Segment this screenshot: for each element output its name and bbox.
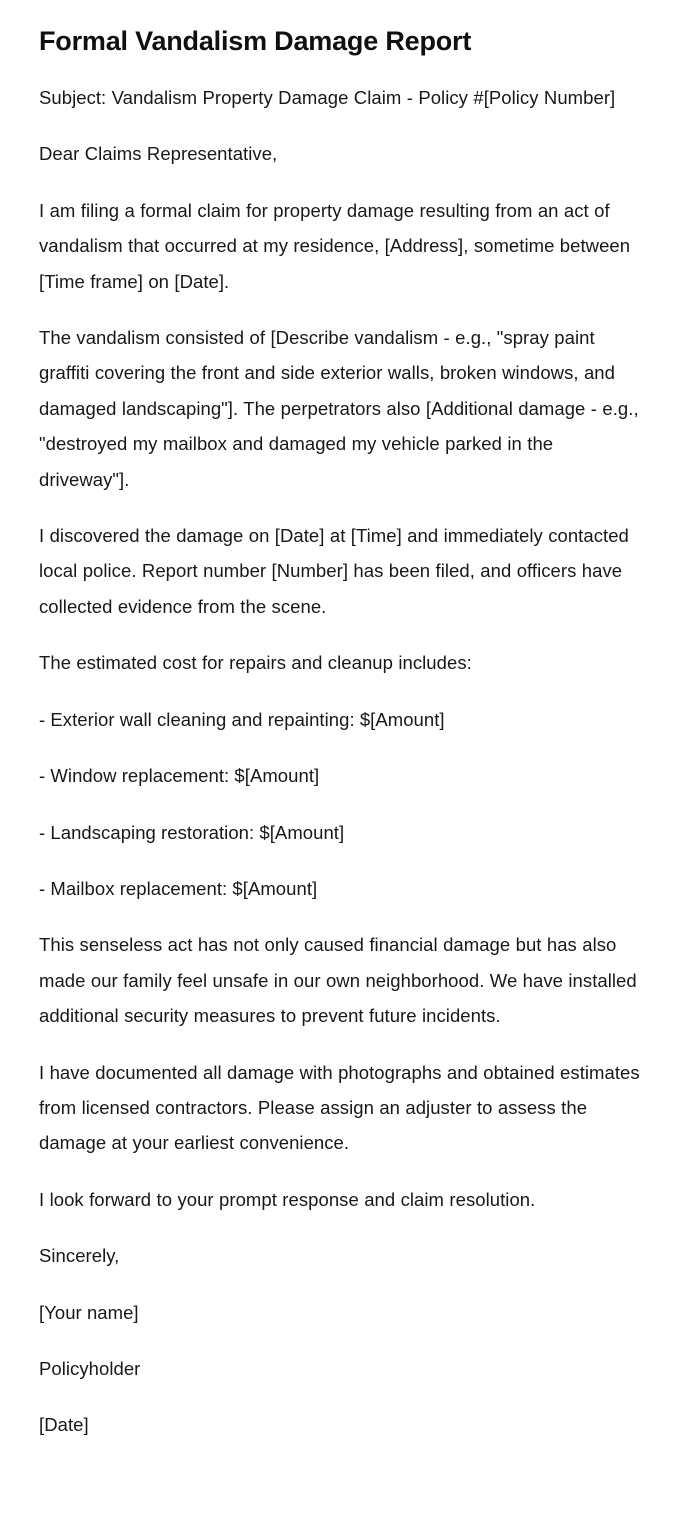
body-paragraph-1: I am filing a formal claim for property damage resulting from an act of vandalism that occurred at my residence, [Address], sometime between [Time frame] on [Date]. <box>39 199 631 292</box>
closing-paragraph-2: I have documented all damage with photographs and obtained estimates from licensed contractors. Please assign an adjuster to assess the damage at your earliest convenience. <box>39 1061 640 1154</box>
signoff: Sincerely, <box>39 1245 120 1267</box>
closing-paragraph-3: I look forward to your prompt response and claim resolution. <box>39 1188 536 1210</box>
signature-date: [Date] <box>39 1414 89 1436</box>
page-title: Formal Vandalism Damage Report <box>39 26 472 56</box>
salutation: Dear Claims Representative, <box>39 143 278 165</box>
signature-name: [Your name] <box>39 1301 139 1323</box>
cost-intro: The estimated cost for repairs and cleanup includes: <box>39 652 472 674</box>
cost-item-mailbox: - Mailbox replacement: $[Amount] <box>39 877 318 899</box>
cost-item-exterior-wall: - Exterior wall cleaning and repainting: $[Amount] <box>39 708 445 730</box>
signature-role: Policyholder <box>39 1357 141 1379</box>
body-paragraph-3: I discovered the damage on [Date] at [Time] and immediately contacted local police. Report number [Number] has been filed, and officers have collected evidence from the scene. <box>39 525 629 617</box>
closing-paragraph-1: This senseless act has not only caused financial damage but has also made our family feel unsafe in our own neighborhood. We have installed additional security measures to prevent future incidents. <box>39 934 637 1027</box>
document-body <box>39 24 640 1464</box>
subject-line: Subject: Vandalism Property Damage Claim - Policy #[Policy Number] <box>39 87 616 108</box>
cost-item-landscaping: - Landscaping restoration: $[Amount] <box>39 821 345 843</box>
body-paragraph-2: The vandalism consisted of [Describe vandalism - e.g., "spray paint graffiti covering the front and side exterior walls, broken windows, and damaged landscaping"]. The perpetrators also [Additional damage - e.g., "destroyed my mailbox and damaged my vehicle parked in the driveway"]. <box>39 327 639 490</box>
cost-item-window: - Window replacement: $[Amount] <box>39 765 320 787</box>
